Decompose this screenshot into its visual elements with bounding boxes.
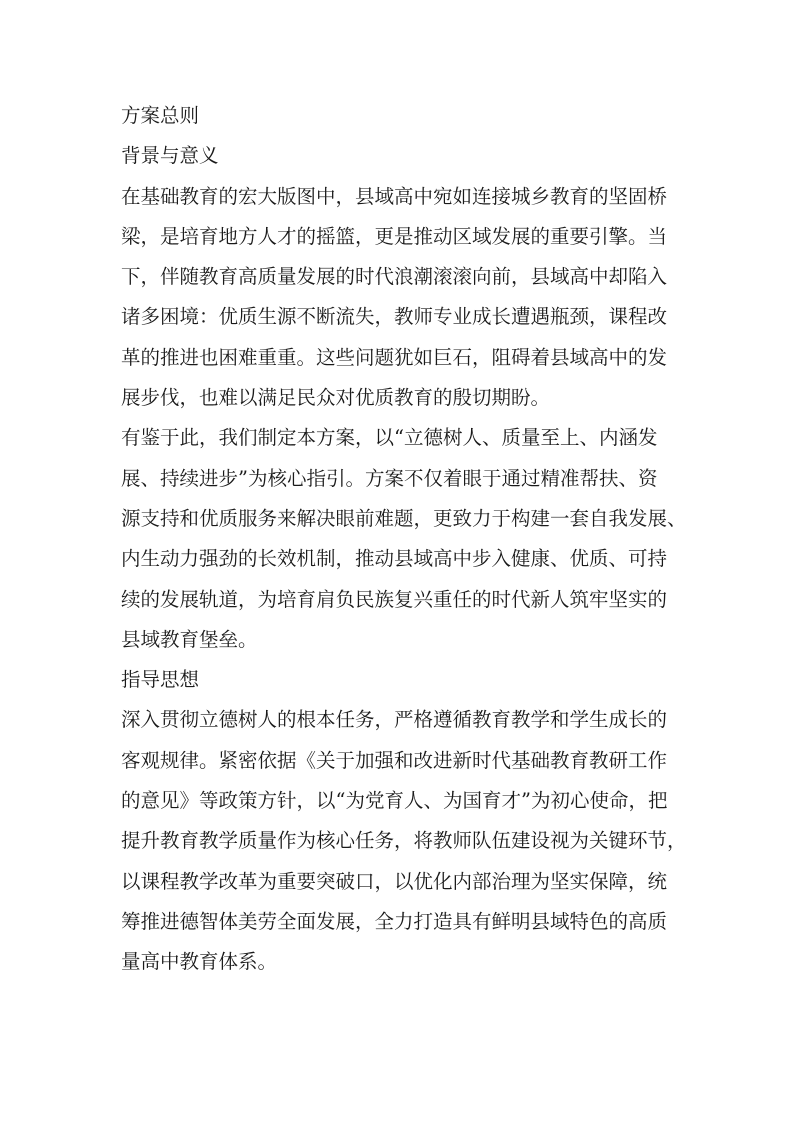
text-line: 的意见》等政策方针，以“为党育人、为国育才”为初心使命，把	[121, 789, 668, 813]
text-line: 内生动力强劲的长效机制，推动县域高中步入健康、优质、可持	[121, 547, 668, 571]
section-guiding-ideology	[121, 666, 687, 988]
document-page	[121, 102, 687, 989]
text-line: 革的推进也困难重重。这些问题犹如巨石，阻碍着县域高中的发	[121, 345, 668, 369]
section-background	[121, 142, 687, 666]
text-line: 客观规律。紧密依据《关于加强和改进新时代基础教育教研工作	[121, 748, 668, 772]
text-line: 深入贯彻立德树人的根本任务，严格遵循教育教学和学生成长的	[121, 708, 668, 732]
text-line: 量高中教育体系。	[121, 950, 278, 974]
text-line: 源支持和优质服务来解决眼前难题，更致力于构建一套自我发展、	[121, 506, 687, 530]
section-heading: 指导思想	[121, 668, 200, 692]
text-line: 筹推进德智体美劳全面发展，全力打造具有鲜明县域特色的高质	[121, 909, 668, 933]
section-heading: 背景与意义	[121, 144, 219, 168]
text-line: 梁，是培育地方人才的摇篮，更是推动区域发展的重要引擎。当	[121, 224, 668, 248]
text-line: 展步伐，也难以满足民众对优质教育的殷切期盼。	[121, 386, 551, 410]
text-line: 以课程教学改革为重要突破口，以优化内部治理为坚实保障，统	[121, 869, 668, 893]
text-line: 在基础教育的宏大版图中，县域高中宛如连接城乡教育的坚固桥	[121, 184, 668, 208]
text-line: 续的发展轨道，为培育肩负民族复兴重任的时代新人筑牢坚实的	[121, 587, 668, 611]
text-line: 展、持续进步”为核心指引。方案不仅着眼于通过精准帮扶、资	[121, 466, 658, 490]
text-line: 诸多困境：优质生源不断流失，教师专业成长遭遇瓶颈，课程改	[121, 305, 668, 329]
document-title: 方案总则	[121, 104, 200, 127]
text-line: 提升教育教学质量作为核心任务，将教师队伍建设视为关键环节，	[121, 829, 687, 853]
text-line: 县域教育堡垒。	[121, 627, 258, 651]
text-line: 有鉴于此，我们制定本方案，以“立德树人、质量至上、内涵发	[121, 426, 658, 450]
section-body	[121, 706, 687, 988]
section-body	[121, 183, 687, 667]
text-line: 下，伴随教育高质量发展的时代浪潮滚滚向前，县域高中却陷入	[121, 265, 668, 289]
